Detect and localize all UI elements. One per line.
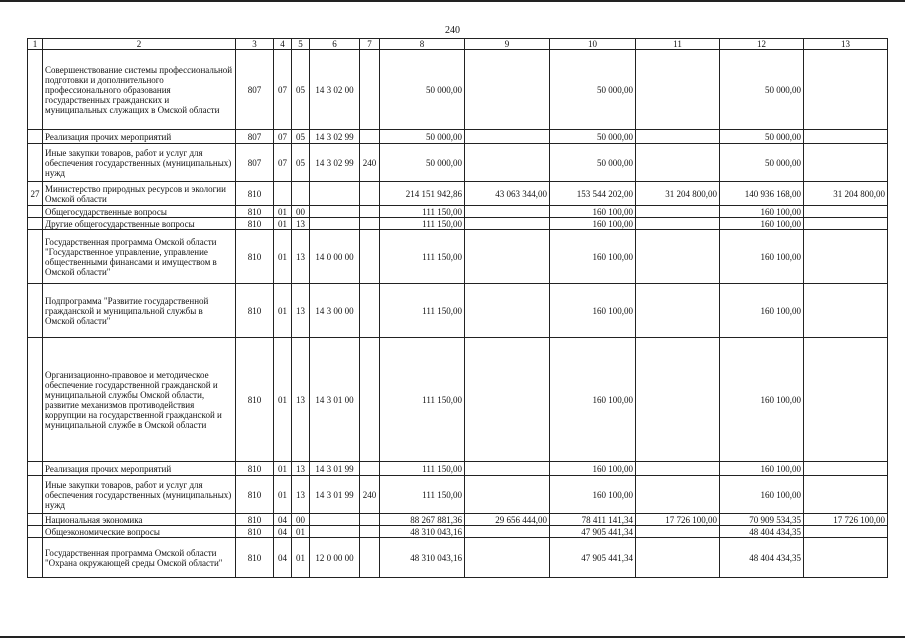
budget-table [27,38,888,578]
amount-col9 [465,206,550,218]
target-article-code: 14 3 00 00 [310,284,360,338]
table-body [28,50,888,578]
amount-col11 [636,476,720,514]
expense-type-code [360,206,380,218]
expense-type-code [360,284,380,338]
amount-col12: 70 909 534,35 [720,514,804,526]
item-name: Национальная экономика [43,514,236,526]
target-article-code [310,218,360,230]
department-code: 810 [236,338,274,462]
amount-col13 [804,462,888,476]
item-name: Государственная программа Омской области "Охрана окружающей среды Омской области" [43,538,236,578]
target-article-code: 14 3 02 99 [310,144,360,182]
amount-col12: 160 100,00 [720,218,804,230]
amount-col9 [465,526,550,538]
column-header: 12 [720,39,804,50]
amount-col8: 111 150,00 [380,218,465,230]
target-article-code: 14 3 01 99 [310,476,360,514]
department-code: 807 [236,50,274,130]
subsection-code [292,182,310,206]
amount-col12: 160 100,00 [720,338,804,462]
amount-col12: 50 000,00 [720,144,804,182]
table-row [28,182,888,206]
row-number [28,130,43,144]
amount-col10: 50 000,00 [550,130,636,144]
amount-col10: 78 411 141,34 [550,514,636,526]
amount-col9 [465,230,550,284]
expense-type-code: 240 [360,144,380,182]
table-row [28,538,888,578]
department-code: 810 [236,538,274,578]
column-header: 10 [550,39,636,50]
expense-type-code: 240 [360,476,380,514]
amount-col11 [636,144,720,182]
target-article-code [310,206,360,218]
section-code: 07 [274,130,292,144]
table-row [28,514,888,526]
amount-col12: 48 404 434,35 [720,526,804,538]
amount-col10: 160 100,00 [550,338,636,462]
item-name: Другие общегосударственные вопросы [43,218,236,230]
amount-col11: 31 204 800,00 [636,182,720,206]
amount-col8: 48 310 043,16 [380,538,465,578]
row-number [28,462,43,476]
table-row [28,50,888,130]
amount-col8: 111 150,00 [380,284,465,338]
bottom-border-line [0,636,905,638]
section-code: 01 [274,230,292,284]
column-header: 13 [804,39,888,50]
item-name: Иные закупки товаров, работ и услуг для обеспечения государственных (муниципальных) нужд [43,476,236,514]
amount-col9 [465,144,550,182]
amount-col13 [804,538,888,578]
column-header: 11 [636,39,720,50]
amount-col9 [465,284,550,338]
amount-col10: 50 000,00 [550,50,636,130]
section-code [274,182,292,206]
item-name: Государственная программа Омской области "Государственное управление, управление общественными финансами и имуществом в Омской области" [43,230,236,284]
amount-col11: 17 726 100,00 [636,514,720,526]
item-name: Реализация прочих мероприятий [43,130,236,144]
target-article-code: 12 0 00 00 [310,538,360,578]
subsection-code: 13 [292,218,310,230]
amount-col11 [636,284,720,338]
amount-col8: 50 000,00 [380,144,465,182]
row-number [28,514,43,526]
expense-type-code [360,526,380,538]
row-number [28,338,43,462]
amount-col11 [636,50,720,130]
department-code: 810 [236,230,274,284]
table-row [28,230,888,284]
section-code: 04 [274,538,292,578]
amount-col13 [804,526,888,538]
row-number [28,144,43,182]
amount-col11 [636,462,720,476]
amount-col8: 111 150,00 [380,230,465,284]
table-row [28,526,888,538]
amount-col13 [804,476,888,514]
target-article-code [310,526,360,538]
column-header: 7 [360,39,380,50]
subsection-code: 00 [292,206,310,218]
amount-col11 [636,230,720,284]
subsection-code: 13 [292,284,310,338]
department-code: 810 [236,206,274,218]
amount-col11 [636,130,720,144]
department-code: 810 [236,476,274,514]
subsection-code: 01 [292,538,310,578]
row-number [28,526,43,538]
section-code: 01 [274,476,292,514]
amount-col10: 160 100,00 [550,218,636,230]
item-name: Совершенствование системы профессиональной подготовки и дополнительного профессионального образования государственных гражданских и муниципальных служащих в Омской области [43,50,236,130]
department-code: 807 [236,130,274,144]
table-row [28,144,888,182]
amount-col9: 43 063 344,00 [465,182,550,206]
amount-col13 [804,218,888,230]
amount-col9 [465,538,550,578]
department-code: 810 [236,182,274,206]
item-name: Реализация прочих мероприятий [43,462,236,476]
amount-col12: 160 100,00 [720,230,804,284]
row-number [28,230,43,284]
column-header: 1 [28,39,43,50]
row-number [28,538,43,578]
amount-col8: 111 150,00 [380,206,465,218]
row-number [28,206,43,218]
subsection-code: 05 [292,130,310,144]
column-header: 6 [310,39,360,50]
amount-col13 [804,206,888,218]
expense-type-code [360,218,380,230]
department-code: 810 [236,514,274,526]
target-article-code: 14 3 01 99 [310,462,360,476]
amount-col9 [465,462,550,476]
amount-col13 [804,284,888,338]
item-name: Общегосударственные вопросы [43,206,236,218]
subsection-code: 13 [292,230,310,284]
amount-col9 [465,476,550,514]
amount-col10: 160 100,00 [550,476,636,514]
item-name: Общеэкономические вопросы [43,526,236,538]
row-number [28,284,43,338]
amount-col8: 50 000,00 [380,130,465,144]
column-header: 9 [465,39,550,50]
row-number [28,50,43,130]
section-code: 04 [274,514,292,526]
table-row [28,338,888,462]
amount-col8: 111 150,00 [380,462,465,476]
amount-col11 [636,338,720,462]
amount-col11 [636,218,720,230]
target-article-code: 14 3 01 00 [310,338,360,462]
amount-col12: 50 000,00 [720,130,804,144]
section-code: 01 [274,284,292,338]
expense-type-code [360,514,380,526]
table-row [28,476,888,514]
amount-col13 [804,338,888,462]
department-code: 810 [236,218,274,230]
subsection-code: 13 [292,338,310,462]
table-row [28,218,888,230]
amount-col9 [465,218,550,230]
item-name: Министерство природных ресурсов и экологии Омской области [43,182,236,206]
expense-type-code [360,50,380,130]
row-number [28,218,43,230]
subsection-code: 05 [292,50,310,130]
section-code: 01 [274,338,292,462]
amount-col8: 214 151 942,86 [380,182,465,206]
expense-type-code [360,130,380,144]
column-header: 5 [292,39,310,50]
column-header: 8 [380,39,465,50]
target-article-code [310,514,360,526]
target-article-code: 14 0 00 00 [310,230,360,284]
target-article-code: 14 3 02 99 [310,130,360,144]
item-name: Подпрограмма "Развитие государственной гражданской и муниципальной службы в Омской области" [43,284,236,338]
amount-col10: 47 905 441,34 [550,538,636,578]
table-row [28,206,888,218]
expense-type-code [360,230,380,284]
amount-col9 [465,50,550,130]
table-row [28,462,888,476]
section-code: 01 [274,206,292,218]
amount-col11 [636,526,720,538]
amount-col13 [804,50,888,130]
amount-col10: 160 100,00 [550,206,636,218]
item-name: Иные закупки товаров, работ и услуг для обеспечения государственных (муниципальных) нужд [43,144,236,182]
target-article-code [310,182,360,206]
column-header: 4 [274,39,292,50]
amount-col9 [465,338,550,462]
column-number-row [28,39,888,50]
section-code: 01 [274,462,292,476]
amount-col12: 160 100,00 [720,476,804,514]
column-header: 2 [43,39,236,50]
subsection-code: 01 [292,526,310,538]
department-code: 810 [236,526,274,538]
expense-type-code [360,338,380,462]
amount-col10: 160 100,00 [550,462,636,476]
column-header: 3 [236,39,274,50]
amount-col12: 48 404 434,35 [720,538,804,578]
section-code: 04 [274,526,292,538]
section-code: 07 [274,50,292,130]
amount-col13 [804,130,888,144]
amount-col8: 50 000,00 [380,50,465,130]
amount-col11 [636,538,720,578]
expense-type-code [360,182,380,206]
amount-col12: 50 000,00 [720,50,804,130]
expense-type-code [360,538,380,578]
department-code: 810 [236,462,274,476]
amount-col8: 88 267 881,36 [380,514,465,526]
subsection-code: 00 [292,514,310,526]
section-code: 07 [274,144,292,182]
row-number: 27 [28,182,43,206]
top-border-line [0,0,905,2]
amount-col10: 153 544 202,00 [550,182,636,206]
amount-col12: 160 100,00 [720,462,804,476]
amount-col10: 50 000,00 [550,144,636,182]
department-code: 807 [236,144,274,182]
section-code: 01 [274,218,292,230]
amount-col13: 17 726 100,00 [804,514,888,526]
amount-col10: 160 100,00 [550,230,636,284]
subsection-code: 13 [292,476,310,514]
amount-col8: 48 310 043,16 [380,526,465,538]
page-number: 240 [445,25,460,36]
subsection-code: 05 [292,144,310,182]
amount-col8: 111 150,00 [380,338,465,462]
amount-col9 [465,130,550,144]
amount-col13 [804,144,888,182]
amount-col10: 160 100,00 [550,284,636,338]
amount-col12: 140 936 168,00 [720,182,804,206]
row-number [28,476,43,514]
department-code: 810 [236,284,274,338]
amount-col12: 160 100,00 [720,206,804,218]
table-row [28,130,888,144]
table-row [28,284,888,338]
expense-type-code [360,462,380,476]
amount-col11 [636,206,720,218]
target-article-code: 14 3 02 00 [310,50,360,130]
amount-col10: 47 905 441,34 [550,526,636,538]
subsection-code: 13 [292,462,310,476]
item-name: Организационно-правовое и методическое обеспечение государственной гражданской и муниципальной службы Омской области, развитие механизмов противодействия коррупции на государственной гражданской и муниципальной службе в Омской области [43,338,236,462]
amount-col8: 111 150,00 [380,476,465,514]
amount-col13 [804,230,888,284]
amount-col13: 31 204 800,00 [804,182,888,206]
amount-col12: 160 100,00 [720,284,804,338]
amount-col9: 29 656 444,00 [465,514,550,526]
